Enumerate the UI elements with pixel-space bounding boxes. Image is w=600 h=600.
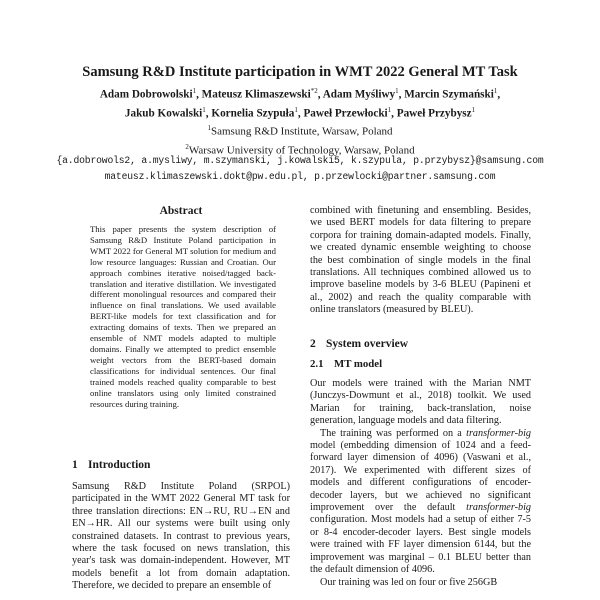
email-list [0, 153, 600, 185]
author-line-2: Jakub Kowalski$^1$, Kornelia Szypuła$^1$, Paweł Przewłocki$^1$, Paweł Przybysz$^1$ [124, 106, 476, 120]
affiliation: $^2$Warsaw University of Technology, Warsaw, Poland [185, 143, 415, 157]
section-title: Introduction [88, 459, 151, 471]
author-affil-marker: 1 [294, 106, 298, 115]
paragraph: combined with finetuning and ensembling. Besides, we used BERT models for data filtering to prepare corpora for training domain-adapted models. Finally, we created dynamic ensemble weighting to choose the best combination of single models in the final translations. All techniques combined allowed us to improve baseline models by 3-6 BLEU (Papineni et al., 2002) and reach the quality comparable with online translators (measured by BLEU). [310, 205, 531, 316]
affiliation: $^1$Samsung R&D Institute, Warsaw, Poland [207, 124, 393, 138]
author-name: Adam Dobrowolski [99, 88, 193, 101]
mt-model-body [310, 378, 531, 589]
section-heading-system-overview [310, 338, 408, 350]
paper-title: Samsung R&D Institute participation in WMT 2022 General MT Task [82, 64, 518, 80]
section-number: 2 [310, 338, 316, 350]
author-affil-marker: 1 [471, 106, 476, 115]
subsection-title: MT model [334, 358, 383, 370]
paragraph: The training was performed on a transformer-big model (embedding dimension of 1024 and a feed-forward layer dimension of 4096) (Vaswani et al., 2017). We experimented with different sizes of models and different configurations of encoder-decoder layers, but we achieved no significant improvement over the default transformer-big configuration. Most models had a setup of either 7-5 or 8-4 encoder-decoder layers. Best single models were trained with FF layer dimension 6144, but the improvement was marginal – 0.1 BLEU better than the default dimension of 4096. [310, 427, 531, 576]
author-affil-marker: 1 [192, 87, 197, 95]
author-line-1: Adam Dobrowolski$^1$, Mateusz Klimaszewski$^{*2}$, Adam Myśliwy$^1$, Marcin Szymański$^1$, [99, 87, 501, 101]
subsection-heading-mt-model [310, 358, 382, 370]
author-name: Mateusz Klimaszewski [201, 88, 311, 101]
author-name: Adam Myśliwy [322, 88, 396, 101]
abstract-body: This paper presents the system description of Samsung R&D Institute Poland participation in WMT 2022 for General MT solution for medium and low resource languages: Russian and Croatian. Our approach combines iterative noised/tagged back-translation and iterative distillation. We investigated different monolingual resources and compared their influence on final translations. We used available BERT-like models for text classification and for extracting domains of texts. Then we prepared an ensemble of NMT models adapted to multiple domains. Finally we attempted to predict ensemble weight vectors from the BERT-based domain classifications for individual sentences. Our final trained models reached quality comparable to best online translators using only limited constrained resources during training. [90, 224, 276, 409]
section-number: 1 [72, 459, 78, 471]
author-affil-marker: 1 [395, 87, 399, 95]
email-line[interactable]: {a.dobrowols2, a.mysliwy, m.szymanski, j.kowalski5, k.szypula, p.przybysz}@samsung.com [56, 155, 544, 166]
author-list [0, 84, 600, 122]
author-affil-marker: 1 [202, 106, 206, 115]
author-affil-marker: 1 [493, 87, 498, 95]
author-name: Kornelia Szypuła [211, 107, 295, 120]
introduction-body [72, 481, 290, 593]
right-column-continued [310, 205, 531, 317]
section-title: System overview [326, 338, 409, 350]
subsection-number: 2.1 [310, 358, 324, 370]
author-name: Marcin Szymański [404, 88, 494, 101]
author-name: Jakub Kowalski [124, 107, 203, 120]
author-name: Paweł Przewłocki [303, 107, 388, 120]
paragraph: Our training was led on four or five 256GB [320, 576, 498, 588]
email-line[interactable]: mateusz.klimaszewski.dokt@pw.edu.pl, p.przewlocki@partner.samsung.com [104, 171, 496, 182]
author-affil-marker: *2 [310, 87, 318, 95]
section-heading-introduction [72, 459, 150, 471]
paragraph: Samsung R&D Institute Poland (SRPOL) participated in the WMT 2022 General MT task for three translation directions: EN→RU, RU→EN and EN→HR. All our systems were built using only constrained datasets. In contrast to previous years, where the task focused on news translation, this year's task was domain-independent. However, MT models benefit a lot from domain adaptation. Therefore, we decided to prepare an ensemble of [72, 481, 290, 592]
author-name: Paweł Przybysz [396, 107, 472, 120]
paragraph: Our models were trained with the Marian NMT (Junczys-Dowmunt et al., 2018) toolkit. We used Marian for training, back-translation, noise generation, language models and data filtering. [310, 378, 531, 427]
author-affil-marker: 1 [387, 106, 392, 115]
abstract-heading: Abstract [159, 205, 203, 217]
